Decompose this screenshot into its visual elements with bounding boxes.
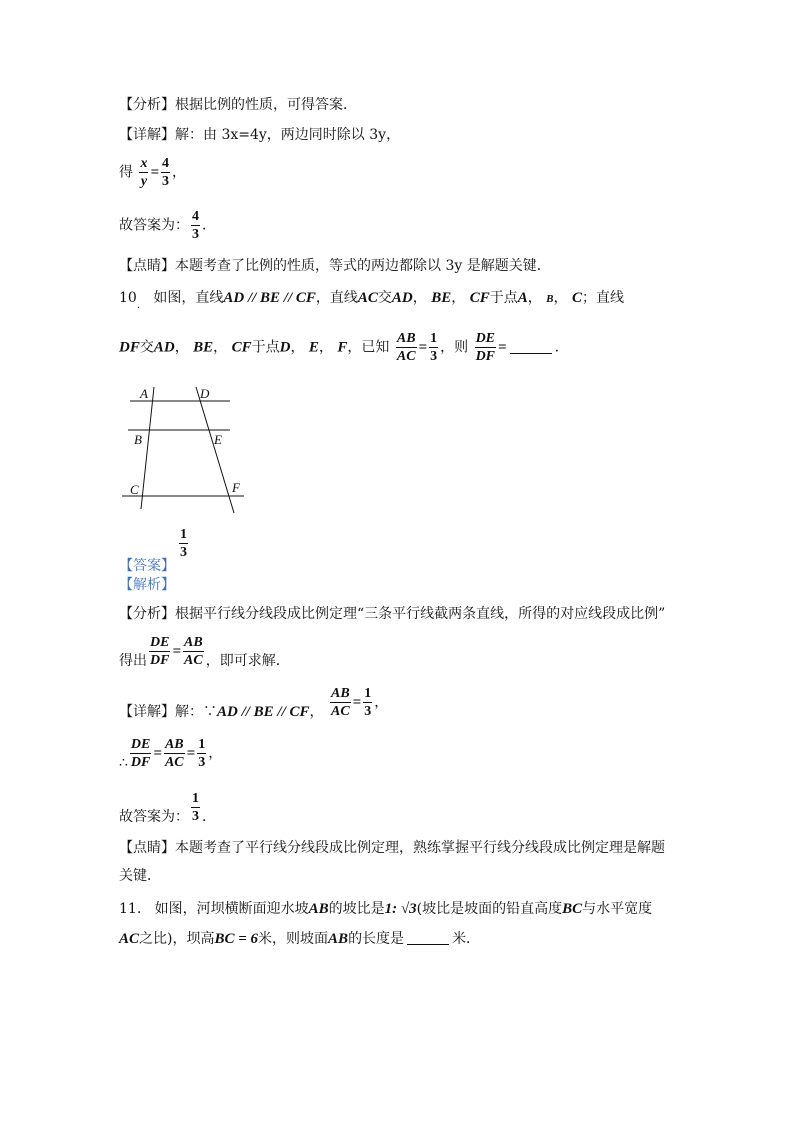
fraction-ab-over-ac: $\frac{AB}{AC}$ <box>184 635 203 668</box>
fraction-1-over-3: $\frac{1}{3}$ <box>180 527 187 560</box>
fraction-1-over-3: $\frac{1}{3}$ <box>430 331 438 364</box>
fraction-de-over-df: $\frac{DE}{DF}$ <box>475 331 496 364</box>
parallel-lines-figure <box>118 383 248 515</box>
answer-blank <box>407 944 449 945</box>
label-d: D <box>200 386 210 401</box>
answer-blank <box>510 353 552 354</box>
q10-therefore: ∴ $\frac{DE}{DF}$ = $\frac{AB}{AC}$ = $\frac{1}{3}$ ， <box>119 737 223 771</box>
fraction-1-over-3: $\frac{1}{3}$ <box>192 791 199 824</box>
q10-stem-line2: DF交AD， BE， CF于点D， E， F，已知 $\frac{AB}{AC}$ = $\frac{1}{3}$ ，则 $\frac{DE}{DF}$ = ． <box>119 331 569 364</box>
fraction-ab-over-ac: $\frac{AB}{AC}$ <box>396 331 416 364</box>
fraction-de-over-df: $\frac{DE}{DF}$ <box>150 635 170 668</box>
q11-stem-line1: 11. 如图，河坝横断面迎水坡AB的坡比是1: √3(坡比是坡面的铅直高度BC与水平宽度 <box>119 901 653 917</box>
q9-ratio-line: 得 $\frac{x}{y}$ = $\frac{4}{3}$ ， <box>119 156 187 189</box>
label-a: A <box>140 386 148 401</box>
fraction-ab-over-ac: $\frac{AB}{AC}$ <box>164 737 184 770</box>
q10-jiexi-label: 【解析】 <box>119 577 175 593</box>
q10-analysis-result: 得出 $\frac{DE}{DF}$ = $\frac{AB}{AC}$ ，即可求解． <box>119 635 290 669</box>
fraction-x-over-y: $\frac{x}{y}$ <box>140 156 148 189</box>
q10-answer-final: 故答案为： $\frac{1}{3}$ ． <box>119 791 216 825</box>
fraction-de-over-df: $\frac{DE}{DF}$ <box>130 737 151 770</box>
q9-analysis: 【分析】根据比例的性质，可得答案． <box>119 97 357 113</box>
fraction-1-over-3: $\frac{1}{3}$ <box>198 737 206 770</box>
label-c: C <box>130 482 139 497</box>
q10-analysis: 【分析】根据平行线分线段成比例定理“三条平行线截两条直线，所得的对应线段成比例” <box>119 606 666 622</box>
q10-stem-line1: $10_.$ 如图，直线AD // BE // CF，直线AC交AD， BE， CF于点A， B， C；直线 <box>119 290 624 311</box>
transversal-ac <box>141 387 154 509</box>
label-f: F <box>232 480 240 495</box>
fraction-ab-over-ac: $\frac{AB}{AC}$ <box>330 686 350 719</box>
fraction-1-over-3: $\frac{1}{3}$ <box>364 686 372 719</box>
q11-stem-line2: AC之比)，坝高BC = 6米，则坡面AB的长度是 米． <box>119 931 481 947</box>
q9-detail: 【详解】解：由 3x=4y，两边同时除以 3y， <box>119 127 401 143</box>
label-e: E <box>214 432 222 447</box>
q9-answer: 故答案为： $\frac{4}{3}$ ． <box>119 209 216 242</box>
fraction-4-over-3: $\frac{4}{3}$ <box>162 156 170 189</box>
q10-comment-1: 【点睛】本题考查了平行线分线段成比例定理，熟练掌握平行线分线段成比例定理是解题 <box>119 840 665 856</box>
q10-detail: 【详解】解：∵AD // BE // CF， $\frac{AB}{AC}$ = $\frac{1}{3}$ ， <box>119 686 389 720</box>
label-b: B <box>134 432 142 447</box>
fraction-4-over-3: $\frac{4}{3}$ <box>192 209 199 242</box>
transversal-df <box>196 387 234 513</box>
q10-answer: 【答案】 $\frac{1}{3}$ <box>119 527 187 574</box>
slope-ratio: 1: √3 <box>384 901 417 917</box>
q9-comment: 【点睛】本题考查了比例的性质，等式的两边都除以 3y 是解题关键． <box>119 258 551 274</box>
q10-comment-2: 关键． <box>119 868 161 884</box>
